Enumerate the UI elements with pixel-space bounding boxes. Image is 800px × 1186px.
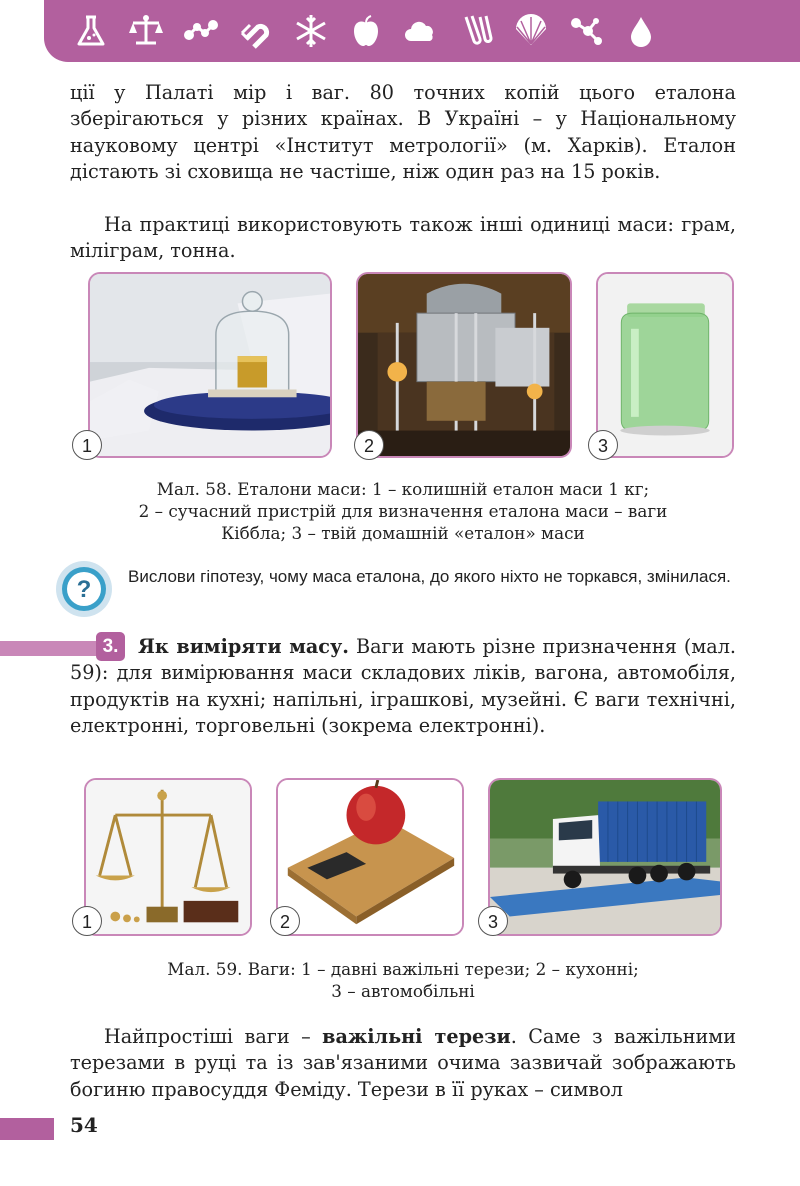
photo-truck-scale xyxy=(488,778,722,936)
paragraph-units: На практиці використовують також інші одиниці маси: грам, міліграм, тонна. xyxy=(70,213,736,263)
svg-text:?: ? xyxy=(76,576,92,603)
final-intro: Найпростіші ваги – xyxy=(104,1025,323,1048)
section3-heading: Як виміряти масу. xyxy=(138,635,349,658)
figure59-caption-line2: 3 – автомобільні xyxy=(331,981,475,1001)
photo-kitchen-scale xyxy=(276,778,464,936)
section-number: 3. xyxy=(96,632,125,661)
shell-icon xyxy=(512,12,550,50)
figure58-label-1: 1 xyxy=(72,430,102,460)
question-icon xyxy=(55,560,113,618)
figure59-caption-line1: Мал. 59. Ваги: 1 – давні важільні терези; 2 – кухонні; xyxy=(167,959,639,979)
scales-icon xyxy=(127,12,165,50)
photo-water-jar xyxy=(596,272,734,458)
figure58-label-2: 2 xyxy=(354,430,384,460)
drop-icon xyxy=(622,12,660,50)
figure58-label-3: 3 xyxy=(588,430,618,460)
figure58-caption-line2: 2 – сучасний пристрій для визначення еталона маси – ваги xyxy=(138,501,668,521)
photo-old-kilogram-standard xyxy=(88,272,332,458)
flask-icon xyxy=(72,12,110,50)
figure59-label-3: 3 xyxy=(478,906,508,936)
test-tubes-icon xyxy=(457,12,495,50)
section3-text: Ваги мають різне призначення (мал. 59): для вимірювання маси складових ліків, вагона, автомобіля, продуктів на кухні; напільні, іграшкові, музейні. Є ваги технічні, електронні, торговельні (зокрема електронні). xyxy=(70,635,736,737)
page-number: 54 xyxy=(70,1113,98,1137)
figure58-caption-line3: Кіббла; 3 – твій домашній «еталон» маси xyxy=(221,523,585,543)
molecule-icon xyxy=(567,12,605,50)
snowflake-icon xyxy=(292,12,330,50)
molecule-icon xyxy=(182,12,220,50)
photo-lever-scales xyxy=(84,778,252,936)
final-rest: . Саме з важільними терезами в руці та із зав'язаними очима зазвичай зображають богиню правосуддя Феміду. Терези в її руках – символ xyxy=(70,1025,736,1101)
paragraph-etalon: ції у Палаті мір і ваг. 80 точних копій цього еталона зберігаються у різних країнах. В Україні – у Національному науковому центрі «Інститут метрології» (м. Харків). Еталон дістають зі сховища не частіше, ніж один раз на 15 років. xyxy=(70,81,736,183)
page-number-bar xyxy=(0,1118,54,1140)
apple-icon xyxy=(347,12,385,50)
paragraph-lever-scales xyxy=(70,1024,736,1103)
question-text: Вислови гіпотезу, чому маса еталона, до якого ніхто не торкався, змінилася. xyxy=(128,567,731,586)
figure59-label-1: 1 xyxy=(72,906,102,936)
figure59-label-2: 2 xyxy=(270,906,300,936)
magnet-icon xyxy=(237,12,275,50)
cloud-icon xyxy=(402,12,440,50)
header-banner xyxy=(44,0,800,62)
final-bold-term: важільні терези xyxy=(322,1025,511,1048)
photo-kibble-balance xyxy=(356,272,572,458)
section3-paragraph xyxy=(70,634,736,739)
figure58-caption-line1: Мал. 58. Еталони маси: 1 – колишній еталон маси 1 кг; xyxy=(156,479,650,499)
